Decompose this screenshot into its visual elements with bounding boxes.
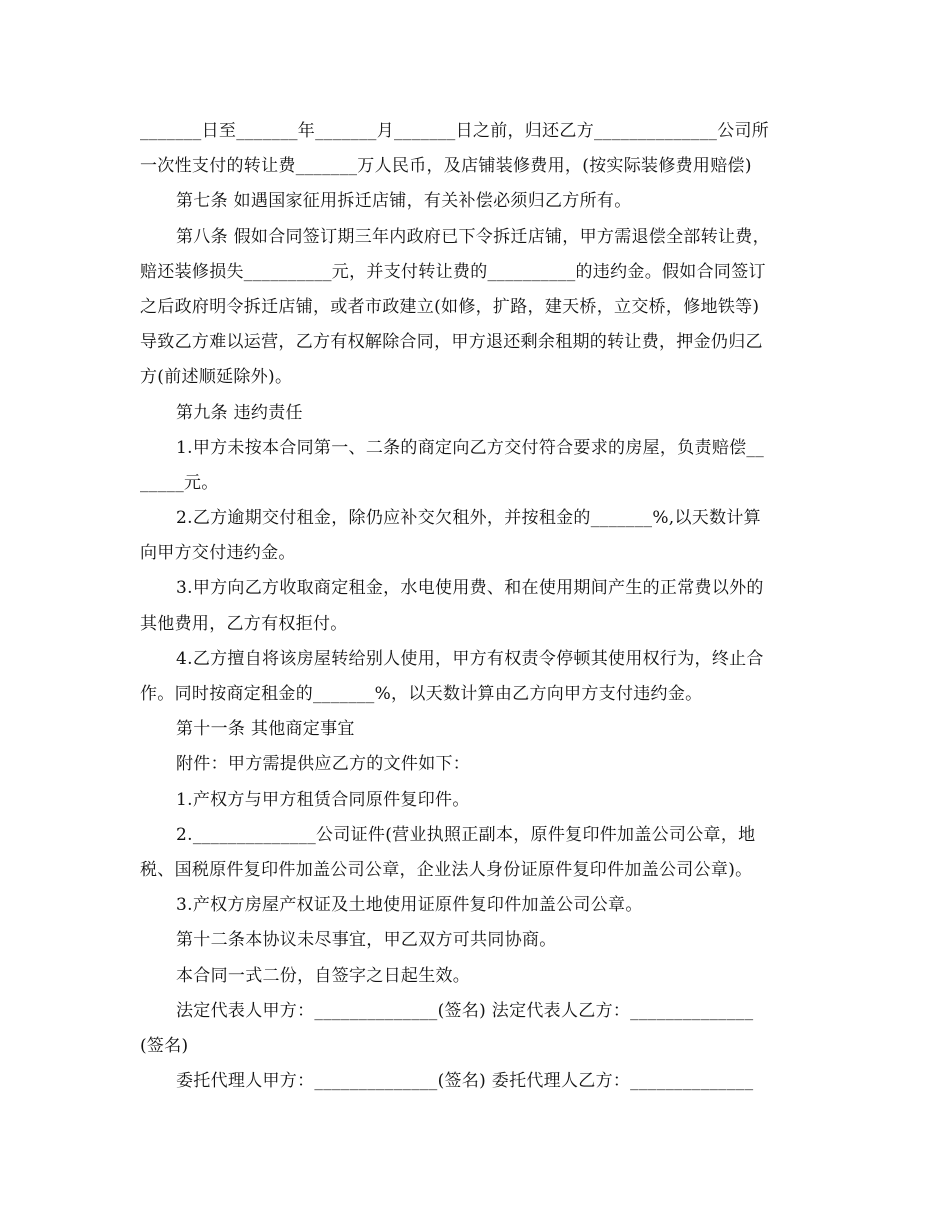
text-line-1: _______日至_______年_______月_______日之前，归还乙方______________公司所 xyxy=(140,121,770,141)
clause-9-1-line-2: _____元。 xyxy=(140,472,219,493)
article-8-line-4: 导致乙方难以运营，乙方有权解除合同，甲方退还剩余租期的转让费，押金仍归乙 xyxy=(140,332,763,353)
article-11-heading: 第十一条 其他商定事宜 xyxy=(176,719,355,740)
attachments-intro: 附件：甲方需提供应乙方的文件如下： xyxy=(176,754,471,775)
article-8-line-3: 之后政府明令拆迁店铺，或者市政建立(如修，扩路，建天桥，立交桥，修地铁等) xyxy=(140,296,760,317)
article-8-line-2: 赔还装修损失__________元，并支付转让费的__________的违约金。假如合同签订 xyxy=(140,261,766,282)
text-line-2: 一次性支付的转让费_______万人民币，及店铺装修费用，(按实际装修费用赔偿) xyxy=(140,156,752,177)
clause-9-3-line-1: 3.甲方向乙方收取商定租金，水电使用费、和在使用期间产生的正常费以外的 xyxy=(176,578,764,599)
attachment-1: 1.产权方与甲方租赁合同原件复印件。 xyxy=(176,789,470,810)
clause-9-1-line-1: 1.甲方未按本合同第一、二条的商定向乙方交付符合要求的房屋，负责赔偿__ xyxy=(176,437,765,458)
effective-clause: 本合同一式二份，自签字之日起生效。 xyxy=(176,965,471,986)
article-9-heading: 第九条 违约责任 xyxy=(176,402,303,423)
article-12: 第十二条本协议未尽事宜，甲乙双方可共同协商。 xyxy=(176,930,557,951)
clause-9-2-line-2: 向甲方交付违约金。 xyxy=(140,543,296,564)
clause-9-4-line-1: 4.乙方擅自将该房屋转给别人使用，甲方有权责令停顿其使用权行为，终止合 xyxy=(176,648,764,669)
legal-rep-signatures: 法定代表人甲方：______________(签名) 法定代表人乙方：______________ xyxy=(176,1000,754,1021)
clause-9-3-line-2: 其他费用，乙方有权拒付。 xyxy=(140,613,348,634)
clause-9-4-line-2: 作。同时按商定租金的_______%，以天数计算由乙方向甲方支付违约金。 xyxy=(140,684,703,704)
agent-signatures: 委托代理人甲方：______________(签名) 委托代理人乙方：______________ xyxy=(176,1071,754,1092)
attachment-3: 3.产权方房屋产权证及土地使用证原件复印件加盖公司公章。 xyxy=(176,895,643,916)
document-page xyxy=(140,114,820,1099)
article-7: 第七条 如遇国家征用拆迁店铺，有关补偿必须归乙方所有。 xyxy=(176,191,632,212)
article-8-line-5: 方(前述顺延除外)。 xyxy=(140,367,293,388)
clause-9-2-line-1: 2.乙方逾期交付租金，除仍应补交欠租外，并按租金的_______%,以天数计算 xyxy=(176,508,761,529)
legal-rep-sign-label: (签名) xyxy=(140,1035,189,1056)
attachment-2-line-2: 税、国税原件复印件加盖公司公章，企业法人身份证原件复印件加盖公司公章)。 xyxy=(140,859,753,880)
article-8-line-1: 第八条 假如合同签订期三年内政府已下令拆迁店铺，甲方需退偿全部转让费， xyxy=(176,226,770,247)
attachment-2-line-1: 2.______________公司证件(营业执照正副本，原件复印件加盖公司公章，地 xyxy=(176,824,756,845)
